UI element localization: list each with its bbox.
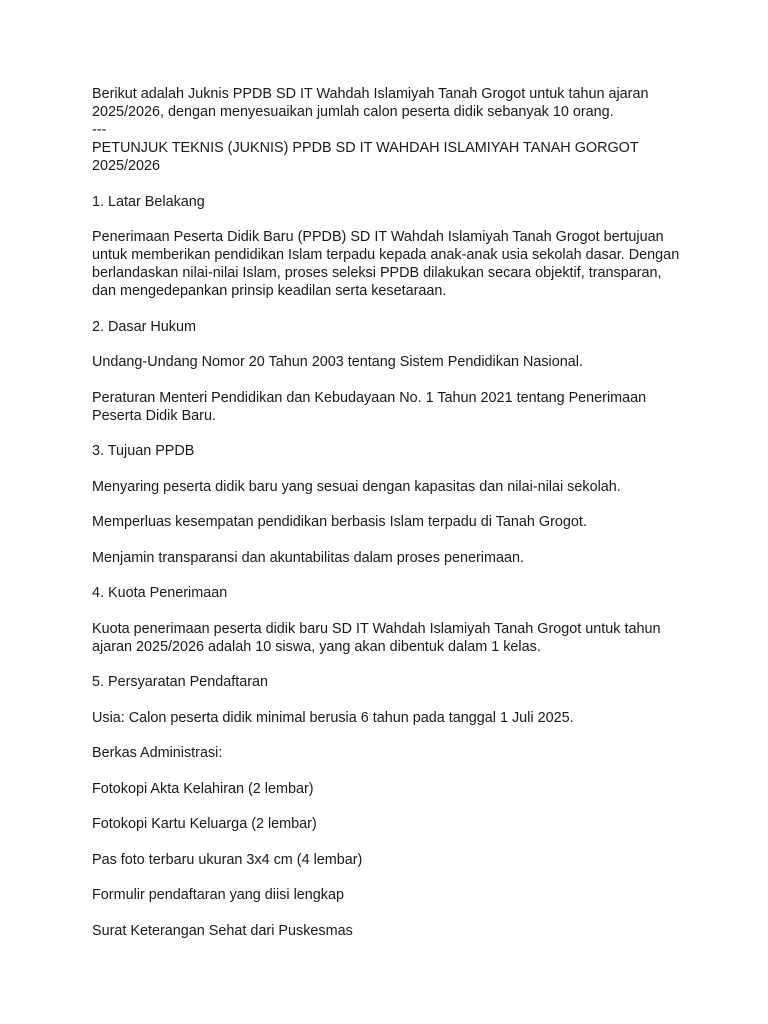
tujuan-item: Menyaring peserta didik baru yang sesuai dengan kapasitas dan nilai-nilai sekolah. [92,478,621,495]
section-heading-dasar-hukum: 2. Dasar Hukum [92,318,196,335]
paragraph-line: ajaran 2025/2026 adalah 10 siswa, yang akan dibentuk dalam 1 kelas. [92,638,541,655]
paragraph-line: Kuota penerimaan peserta didik baru SD IT Wahdah Islamiyah Tanah Grogot untuk tahun [92,620,661,637]
document-page [92,85,692,940]
berkas-heading: Berkas Administrasi: [92,745,223,761]
paragraph-line: untuk memberikan pendidikan Islam terpadu kepada anak-anak usia sekolah dasar. Dengan [92,247,680,263]
berkas-item: Formulir pendaftaran yang diisi lengkap [92,887,344,903]
intro-line: Berikut adalah Juknis PPDB SD IT Wahdah Islamiyah Tanah Grogot untuk tahun ajaran [92,86,649,102]
paragraph-line: dan mengedepankan prinsip keadilan serta kesetaraan. [92,283,447,299]
section-heading-kuota: 4. Kuota Penerimaan [92,585,228,601]
paragraph-line: Peserta Didik Baru. [92,407,216,424]
section-heading-tujuan: 3. Tujuan PPDB [92,443,195,459]
tujuan-item: Menjamin transparansi dan akuntabilitas dalam proses penerimaan. [92,549,524,566]
title-line: PETUNJUK TEKNIS (JUKNIS) PPDB SD IT WAHDAH ISLAMIYAH TANAH GORGOT [92,140,639,156]
latar-belakang-paragraph [92,228,692,300]
paragraph-line: Peraturan Menteri Pendidikan dan Kebudayaan No. 1 Tahun 2021 tentang Penerimaan [92,389,647,406]
berkas-item: Fotokopi Kartu Keluarga (2 lembar) [92,816,317,832]
document-title [92,139,692,175]
intro-line: 2025/2026, dengan menyesuaikan jumlah calon peserta didik sebanyak 10 orang. [92,104,614,120]
dasar-hukum-item: Undang-Undang Nomor 20 Tahun 2003 tentang Sistem Pendidikan Nasional. [92,354,583,370]
berkas-item: Fotokopi Akta Kelahiran (2 lembar) [92,780,314,797]
paragraph-line: Penerimaan Peserta Didik Baru (PPDB) SD IT Wahdah Islamiyah Tanah Grogot bertujuan [92,229,664,245]
tujuan-item: Memperluas kesempatan pendidikan berbasis Islam terpadu di Tanah Grogot. [92,514,587,530]
berkas-item: Surat Keterangan Sehat dari Puskesmas [92,922,353,939]
intro-paragraph [92,85,692,139]
kuota-paragraph [92,620,692,656]
persyaratan-usia: Usia: Calon peserta didik minimal berusia 6 tahun pada tanggal 1 Juli 2025. [92,709,574,726]
section-heading-persyaratan: 5. Persyaratan Pendaftaran [92,674,268,690]
title-line: 2025/2026 [92,158,161,174]
paragraph-line: berlandaskan nilai-nilai Islam, proses seleksi PPDB dilakukan secara objektif, transparan, [92,265,662,281]
separator: --- [92,122,107,138]
berkas-item: Pas foto terbaru ukuran 3x4 cm (4 lembar) [92,851,363,868]
section-heading-latar-belakang: 1. Latar Belakang [92,193,205,210]
dasar-hukum-item [92,389,692,425]
